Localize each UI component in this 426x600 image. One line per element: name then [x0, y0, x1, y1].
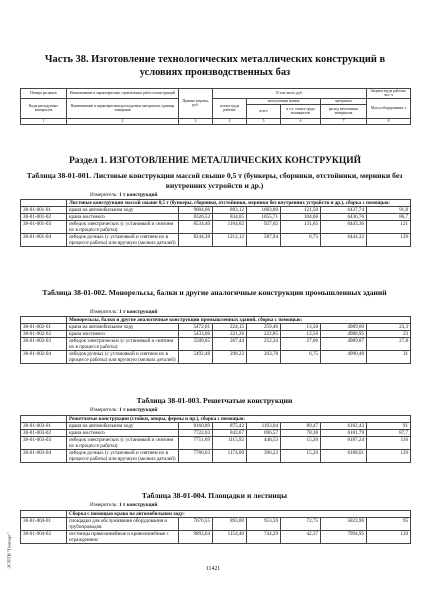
rate-description: крана на автомобильном ходу: [67, 207, 179, 214]
machines-total: 448,53: [247, 437, 281, 450]
rate-code: 38-01-001-03: [21, 221, 67, 234]
wages: 1174,00: [213, 450, 247, 463]
table-title: Таблица 38-01-001. Листовые конструкции массой свыше 0,5 т (бункеры, сборники, отстойники, мерники без внутренних устройств и др.): [26, 171, 403, 190]
labor-hours: 23: [367, 331, 411, 338]
rate-code: 38-01-003-01: [21, 423, 67, 430]
labor-hours: 116: [367, 437, 411, 450]
table-row: [21, 351, 411, 364]
wages: 1164,02: [213, 221, 247, 234]
measure-label: Измеритель:: [90, 192, 118, 198]
rate-code: 38-01-004-02: [21, 531, 67, 544]
materials: 6444,32: [321, 234, 367, 247]
operator-wages: 72,75: [281, 518, 321, 531]
measure-label: Измеритель:: [90, 502, 118, 508]
machines-total: 744,29: [247, 531, 281, 544]
rate-description: лебедок ручных (с установкой и снятием их в процессе работы) или вручную (мелких деталей): [67, 351, 179, 364]
operator-wages: 89,47: [281, 423, 321, 430]
rate-code: 38-01-001-02: [21, 214, 67, 221]
rates-table: [20, 199, 411, 247]
header-unaccounted-materials: расход неучтенных материалов: [321, 104, 367, 118]
materials: 4990,48: [321, 351, 367, 364]
page-title: Часть 38. Изготовление технологических металлических конструкций в условиях производственных баз: [44, 54, 386, 78]
measure-label: Измеритель:: [90, 407, 118, 413]
wages: 893,00: [213, 518, 247, 531]
wages: 1115,92: [213, 437, 247, 450]
direct-costs: 8534,40: [179, 221, 213, 234]
wages: 267,44: [213, 338, 247, 351]
operator-wages: 131,65: [281, 221, 321, 234]
operator-wages: 15,20: [281, 450, 321, 463]
table-row: [21, 450, 411, 463]
machines-total: 1055,71: [247, 214, 281, 221]
rate-code: 38-01-001-04: [21, 234, 67, 247]
rate-description: лебедок электрических (с установкой и снятием их в процессе работы): [67, 221, 179, 234]
measure-line: [90, 407, 157, 413]
table-row: [21, 430, 411, 437]
rate-code: 38-01-003-03: [21, 437, 67, 450]
header-material-codes: Коды расходуемых материалов: [21, 98, 67, 118]
side-watermark-text: ЭСПТИ "Гомпарт": [6, 532, 12, 569]
direct-costs: 8244,38: [179, 234, 213, 247]
measure-unit: 1 т конструкций: [118, 192, 158, 198]
rate-description: лебедок электрических (с установкой и снятием их в процессе работы): [67, 338, 179, 351]
rates-table: [20, 316, 411, 364]
table-row: [21, 437, 411, 450]
materials: 6443,36: [321, 221, 367, 234]
rate-description: лебедок ручных (с установкой и снятием их в процессе работы) или вручную (мелких деталей): [67, 234, 179, 247]
header-labor-costs: Затраты труда рабочих, чел.-ч: [367, 89, 411, 99]
labor-hours: 87,7: [367, 430, 411, 437]
table-row: [21, 531, 411, 544]
labor-hours: 86,7: [367, 214, 411, 221]
measure-unit: 1 т конструкций: [118, 407, 158, 413]
operator-wages: 13,50: [281, 324, 321, 331]
rate-code: 38-01-003-04: [21, 450, 67, 463]
table-caption: Сборка с помощью крана на автомобильном ходу:: [67, 511, 411, 518]
header-machines-total: всего: [247, 104, 281, 118]
header-equipment-mass: Масса оборудования, т: [367, 98, 411, 118]
direct-costs: 7670,55: [179, 518, 213, 531]
header-materials: Наименование и характеристика расходуемых материалов, единица измерения: [67, 98, 179, 118]
wages: 1154,40: [213, 531, 247, 544]
direct-costs: 8160,89: [179, 423, 213, 430]
measure-line: [90, 192, 157, 198]
header-col-number: 6: [281, 118, 321, 124]
header-col-number: 1: [21, 118, 67, 124]
materials: 4989,00: [321, 324, 367, 331]
rate-code: 38-01-002-01: [21, 324, 67, 331]
table-title: Таблица 38-01-004. Площадки и лестницы: [141, 491, 288, 500]
machines-total: 1683,80: [247, 207, 281, 214]
table-row: [21, 207, 411, 214]
rate-description: крана мостового: [67, 430, 179, 437]
wages: 883,12: [213, 207, 247, 214]
operator-wages: 12,56: [281, 331, 321, 338]
header-direct-costs: Прямые затраты, руб.: [179, 89, 213, 119]
rate-description: площадки для обслуживания оборудования и трубопроводов: [67, 518, 179, 531]
table-row: [21, 518, 411, 531]
labor-hours: 120: [367, 531, 411, 544]
labor-hours: 23,3: [367, 324, 411, 331]
machines-total: 396,22: [247, 450, 281, 463]
materials: 7994,95: [321, 531, 367, 544]
table-caption: Монорельсы, балки и другие аналогичные конструкции промышленных зданий, сборка с помощью:: [67, 317, 411, 324]
machines-total: 587,94: [247, 234, 281, 247]
rate-description: крана мостового: [67, 331, 179, 338]
labor-hours: 121: [367, 221, 411, 234]
operator-wages: 27,06: [281, 338, 321, 351]
machines-total: 259,46: [247, 324, 281, 331]
measure-unit: 1 т конструкций: [118, 502, 158, 508]
rates-table: [20, 510, 411, 544]
direct-costs: 5492,48: [179, 351, 213, 364]
direct-costs: 9004,66: [179, 207, 213, 214]
direct-costs: 8326,52: [179, 214, 213, 221]
rate-code: 38-01-001-01: [21, 207, 67, 214]
table-row: [21, 324, 411, 331]
operator-wages: 42,37: [281, 531, 321, 544]
measure-line: [90, 502, 157, 508]
rate-description: лебедок электрических (с установкой и снятием их в процессе работы): [67, 437, 179, 450]
materials: 5823,96: [321, 518, 367, 531]
machines-total: 203,78: [247, 351, 281, 364]
column-header-table: [20, 88, 411, 125]
table-caption: Решетчатые конструкции (стойки, опоры, фермы и пр.), сборка с помощью:: [67, 416, 411, 423]
section-title: Раздел 1. ИЗГОТОВЛЕНИЕ МЕТАЛЛИЧЕСКИХ КОНСТРУКЦИЙ: [69, 156, 361, 166]
direct-costs: 7751,69: [179, 437, 213, 450]
direct-costs: 7722,03: [179, 430, 213, 437]
table-title: Таблица 38-01-002. Монорельсы, балки и другие аналогичные конструкции промышленных зданий: [42, 288, 387, 297]
rate-code: 38-01-002-04: [21, 351, 67, 364]
table-row: [21, 338, 411, 351]
header-wages: оплата труда рабочих: [213, 98, 247, 118]
materials: 6436,76: [321, 214, 367, 221]
materials: 6181,79: [321, 430, 367, 437]
wages: 224,15: [213, 324, 247, 331]
table-title: Таблица 38-01-003. Решетчатые конструкции: [136, 396, 293, 405]
wages: 875,42: [213, 423, 247, 430]
measure-label: Измеритель:: [90, 309, 118, 315]
materials: 4988,95: [321, 331, 367, 338]
machines-total: 927,02: [247, 221, 281, 234]
wages: 1212,12: [213, 234, 247, 247]
machines-total: 1103,04: [247, 423, 281, 430]
rate-description: лестницы прямолинейные и криволинейные с ограждением: [67, 531, 179, 544]
labor-hours: 31: [367, 351, 411, 364]
labor-hours: 126: [367, 234, 411, 247]
machines-total: 696,57: [247, 430, 281, 437]
table-row: [21, 221, 411, 234]
wages: 834,05: [213, 214, 247, 221]
wages: 298,22: [213, 351, 247, 364]
header-machines: эксплуатация машин: [247, 98, 321, 104]
wages: 221,26: [213, 331, 247, 338]
rate-description: лебедок ручных (с установкой и снятием их в процессе работы) или вручную (мелких деталей): [67, 450, 179, 463]
machines-total: 252,34: [247, 338, 281, 351]
operator-wages: 15,20: [281, 437, 321, 450]
rate-code: 38-01-004-01: [21, 518, 67, 531]
page-number: 11421: [205, 566, 221, 572]
direct-costs: 5433,06: [179, 331, 213, 338]
materials: 6187,24: [321, 437, 367, 450]
materials: 4989,87: [321, 338, 367, 351]
header-including: В том числе, руб.: [213, 89, 367, 99]
table-row: [21, 214, 411, 221]
header-col-number: 2: [67, 118, 179, 124]
direct-costs: 7786,63: [179, 450, 213, 463]
operator-wages: 6,75: [281, 234, 321, 247]
rates-table: [20, 415, 411, 463]
rate-code: 38-01-002-02: [21, 331, 67, 338]
table-row: [21, 423, 411, 430]
labor-hours: 95: [367, 518, 411, 531]
header-col-number: 3: [179, 118, 213, 124]
header-col-number: 4: [213, 118, 247, 124]
table-caption: Листовые конструкции массой свыше 0,5 т (бункеры, сборники, отстойники, мерники без внутренних устройств и др.), сборка с помощью:: [67, 200, 411, 207]
materials: 6182,43: [321, 423, 367, 430]
operator-wages: 121,50: [281, 207, 321, 214]
direct-costs: 9893,64: [179, 531, 213, 544]
rate-description: крана мостового: [67, 214, 179, 221]
rate-description: крана на автомобильном ходу: [67, 324, 179, 331]
measure-unit: 1 т конструкций: [118, 309, 158, 315]
labor-hours: 91,8: [367, 207, 411, 214]
wages: 843,67: [213, 430, 247, 437]
machines-total: 222,85: [247, 331, 281, 338]
rate-description: крана на автомобильном ходу: [67, 423, 179, 430]
direct-costs: 5472,61: [179, 324, 213, 331]
header-col-number: 5: [247, 118, 281, 124]
header-operator-wages: в т.ч. оплата труда машинистов: [281, 104, 321, 118]
measure-line: [90, 309, 157, 315]
rate-code: 38-01-002-03: [21, 338, 67, 351]
table-row: [21, 234, 411, 247]
operator-wages: 104,66: [281, 214, 321, 221]
table-row: [21, 331, 411, 338]
header-works: Наименование и характеристика строительных работ и конструкций: [67, 89, 179, 99]
header-col-number: 8: [367, 118, 411, 124]
labor-hours: 120: [367, 450, 411, 463]
header-col-number: 7: [321, 118, 367, 124]
machines-total: 953,59: [247, 518, 281, 531]
direct-costs: 5509,65: [179, 338, 213, 351]
operator-wages: 78,38: [281, 430, 321, 437]
labor-hours: 27,8: [367, 338, 411, 351]
materials: 6437,74: [321, 207, 367, 214]
labor-hours: 91: [367, 423, 411, 430]
header-rates: Номера расценок: [21, 89, 67, 99]
materials: 6188,01: [321, 450, 367, 463]
rate-code: 38-01-003-02: [21, 430, 67, 437]
operator-wages: 6,75: [281, 351, 321, 364]
header-materials-group: материалы: [321, 98, 367, 104]
